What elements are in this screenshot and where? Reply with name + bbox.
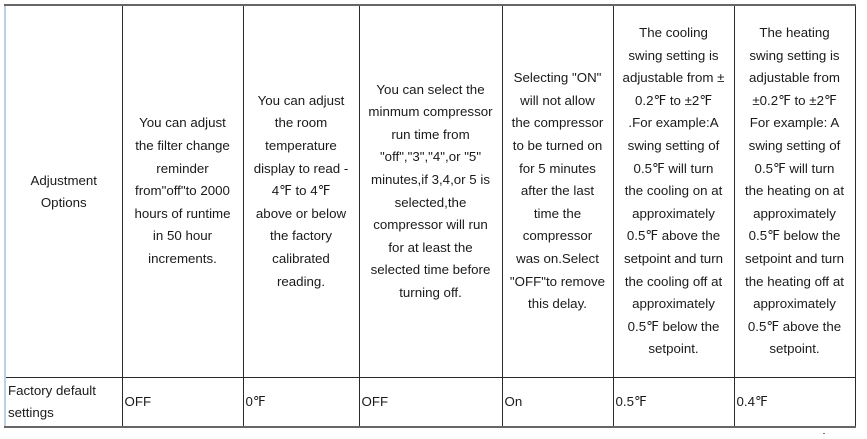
cell-line: The heating: [759, 25, 830, 41]
cell-line: compressor: [522, 228, 593, 244]
cell-min-compressor-runtime-option: [359, 5, 502, 378]
cell-min-compressor-runtime-default: OFF: [359, 378, 502, 428]
cell-line: The cooling: [639, 25, 708, 41]
cell-cooling-swing-option: [613, 5, 734, 378]
cell-line: swing setting is: [749, 47, 840, 63]
cell-line: run time from: [391, 126, 470, 142]
cell-line: reminder: [156, 160, 209, 176]
row-label-adjustment-options: [5, 5, 122, 378]
cell-line: 0.5℉ below the: [627, 318, 720, 334]
cell-cooling-swing-default: 0.5℉: [613, 378, 734, 428]
cell-heating-swing-option: [734, 5, 855, 378]
cell-line: the factory: [269, 228, 333, 244]
factory-defaults-row: [5, 378, 855, 428]
cell-line: time the: [533, 205, 582, 221]
cell-line: swing setting of: [627, 138, 720, 154]
cell-line: 4℉ to 4℉: [271, 183, 331, 199]
cell-temperature-offset-default: 0℉: [243, 378, 359, 428]
cell-line: turning off.: [399, 284, 462, 300]
cell-line: calibrated: [272, 250, 330, 266]
cell-line: will not allow: [520, 92, 595, 108]
label-line: Adjustment: [30, 172, 98, 188]
cell-line: the heating on at: [744, 183, 845, 199]
cell-line: You can select the: [376, 81, 485, 97]
cell-line: adjustable from ±: [622, 70, 725, 86]
cell-filter-reminder-option: [122, 5, 243, 378]
row-label-factory-defaults: [5, 378, 122, 428]
settings-table: [4, 4, 856, 428]
cell-line: approximately: [753, 296, 836, 312]
cell-line: to be turned on: [512, 138, 603, 154]
cell-temperature-offset-option: [243, 5, 359, 378]
decorative-mark: [823, 433, 825, 434]
cell-line: hours of runtime: [134, 205, 231, 221]
cell-line: the filter change: [135, 138, 230, 154]
cell-line: approximately: [753, 205, 836, 221]
cell-line: selected,the: [394, 194, 467, 210]
cell-line: the cooling on at: [624, 183, 723, 199]
cell-line: 0.5℉ above the: [626, 228, 721, 244]
cell-line: 0.5℉ above the: [747, 318, 842, 334]
cell-line: swing setting is: [628, 47, 719, 63]
cell-line: "OFF"to remove: [509, 273, 606, 289]
cell-line: 0.2℉ to ±2℉: [635, 92, 712, 108]
cell-line: adjustable from: [749, 70, 840, 86]
cell-line: was on.Select: [516, 250, 599, 266]
cell-line: the room: [274, 115, 328, 131]
cell-line: .For example:A: [628, 115, 719, 131]
cell-compressor-delay-option: [502, 5, 613, 378]
label-line: Options: [40, 194, 87, 210]
cell-line: in 50 hour: [152, 228, 213, 244]
label-line: settings: [8, 405, 54, 420]
cell-line: 0.5℉ will turn: [633, 160, 714, 176]
cell-line: minutes,if 3,4,or 5 is: [371, 171, 490, 187]
cell-line: Selecting "ON": [513, 70, 602, 86]
cell-line: the cooling off at: [624, 273, 723, 289]
cell-line: setpoint.: [769, 341, 820, 357]
cell-line: "off","3","4",or "5": [379, 149, 482, 165]
cell-line: after the last: [520, 183, 595, 199]
cell-line: approximately: [632, 296, 715, 312]
cell-line: compressor will run: [373, 217, 488, 233]
label-line: Factory default: [8, 383, 96, 398]
cell-line: For example: A: [749, 115, 840, 131]
cell-line: from"off"to 2000: [135, 183, 230, 199]
cell-line: display to read -: [253, 160, 349, 176]
cell-filter-reminder-default: OFF: [122, 378, 243, 428]
cell-line: ±0.2℉ to ±2℉: [752, 92, 837, 108]
cell-line: setpoint and turn: [623, 250, 724, 266]
cell-line: this delay.: [528, 296, 587, 312]
cell-line: You can adjust: [257, 92, 345, 108]
cell-line: for at least the: [388, 239, 473, 255]
cell-heating-swing-default: 0.4℉: [734, 378, 855, 428]
cell-line: selected time before: [370, 262, 491, 278]
cell-line: setpoint.: [648, 341, 699, 357]
cell-line: You can adjust: [139, 115, 226, 131]
cell-line: reading.: [276, 273, 326, 289]
cell-line: minmum compressor: [368, 104, 493, 120]
cell-line: increments.: [148, 250, 217, 266]
cell-line: above or below: [255, 205, 347, 221]
cell-line: swing setting of: [748, 138, 841, 154]
adjustment-options-row: [5, 5, 855, 378]
cell-line: for 5 minutes: [519, 160, 596, 176]
cell-line: temperature: [265, 138, 337, 154]
cell-line: 0.5℉ will turn: [754, 160, 835, 176]
cell-line: 0.5℉ below the: [748, 228, 841, 244]
cell-line: the compressor: [511, 115, 604, 131]
cell-compressor-delay-default: On: [502, 378, 613, 428]
cell-line: setpoint and turn: [744, 250, 845, 266]
cell-line: approximately: [632, 205, 715, 221]
cell-line: the heating off at: [745, 273, 844, 289]
